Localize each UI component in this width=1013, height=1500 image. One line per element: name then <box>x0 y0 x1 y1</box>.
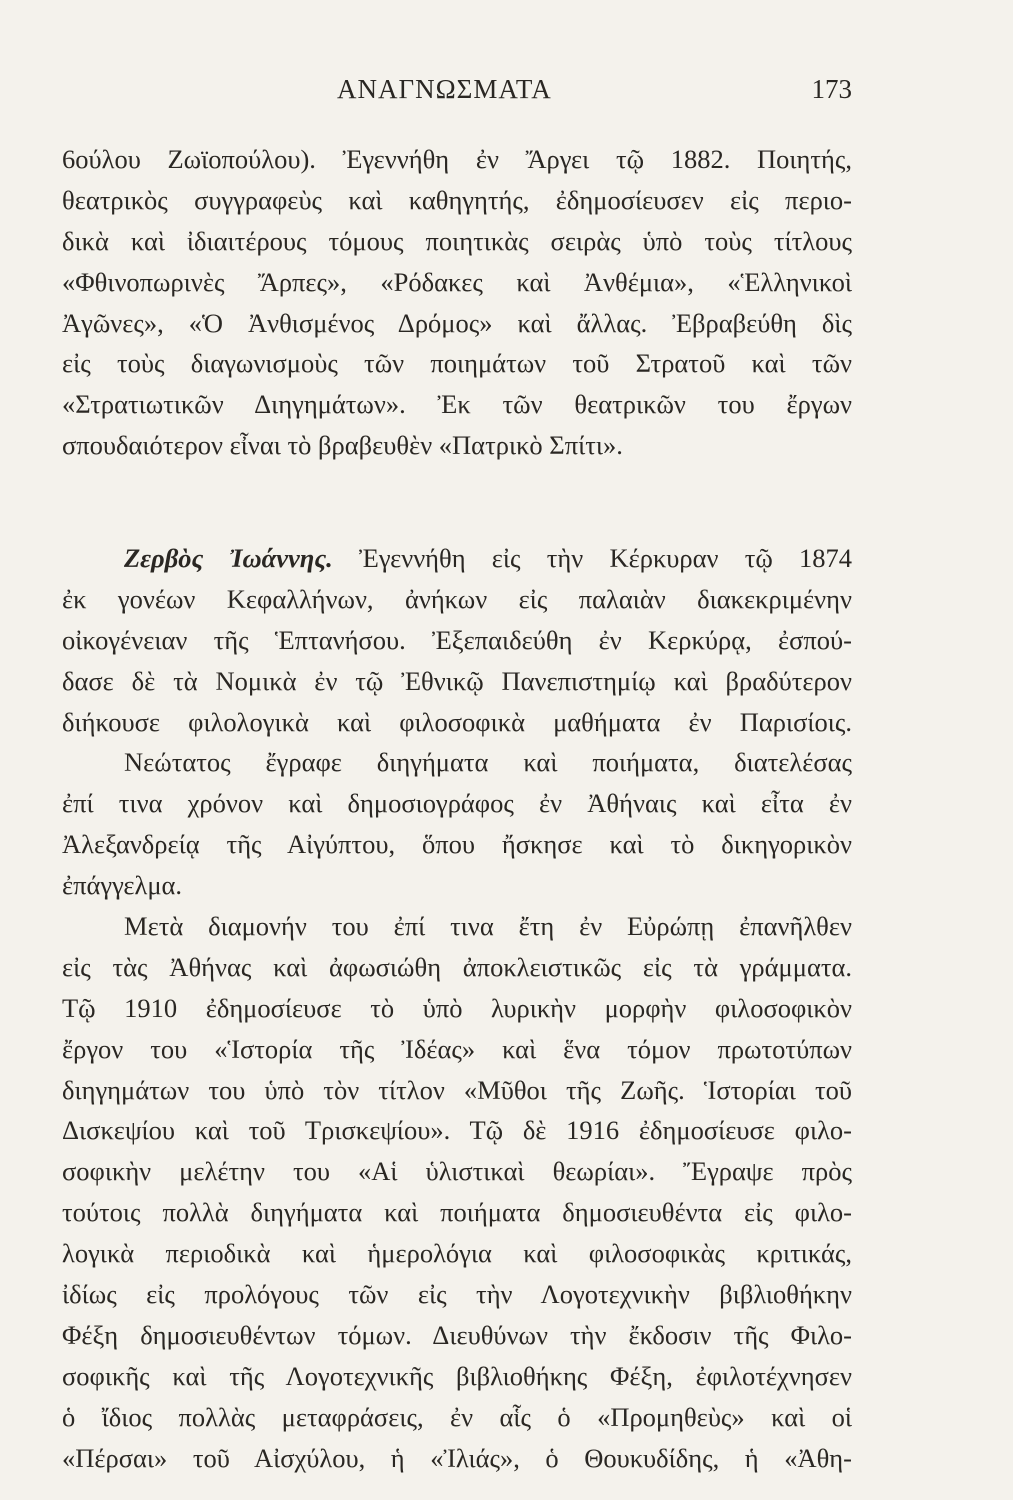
text-line: θεατρικὸς συγγραφεὺς καὶ καθηγητής, ἐδημοσίευσεν εἰς περιο- <box>62 184 852 215</box>
text-line: σπουδαιότερον εἶναι τὸ βραβευθὲν «Πατρικὸ Σπίτι». <box>62 430 623 461</box>
text-line: «Φθινοπωρινὲς Ἄρπες», «Ρόδακες καὶ Ἀνθέμια», «Ἑλληνικοὶ <box>62 266 852 297</box>
entry-first-line <box>62 538 852 579</box>
text-line: Φέξη δημοσιευθέντων τόμων. Διευθύνων τὴν ἔκδοσιν τῆς Φιλο- <box>62 1319 852 1350</box>
text-line: 6ούλου Ζωϊοπούλου). Ἐγεννήθη ἐν Ἄργει τῷ 1882. Ποιητής, <box>62 144 852 174</box>
text-line: εἰς τοὺς διαγωνισμοὺς τῶν ποιημάτων τοῦ Στρατοῦ καὶ τῶν <box>62 348 852 379</box>
paragraph-previous-entry-continuation <box>62 139 852 466</box>
text-line: «Στρατιωτικῶν Διηγημάτων». Ἐκ τῶν θεατρικῶν του ἔργων <box>62 389 852 420</box>
text-line: Ἀλεξανδρείᾳ τῆς Αἰγύπτου, ὅπου ἤσκησε καὶ τὸ δικηγορικὸν <box>62 829 852 860</box>
text-line: σοφικὴν μελέτην του «Αἱ ὑλιστικαὶ θεωρίαι». Ἔγραψε πρὸς <box>62 1156 852 1187</box>
page-number: 173 <box>811 74 852 104</box>
text-line: διηγημάτων του ὑπὸ τὸν τίτλον «Μῦθοι τῆς Ζωῆς. Ἱστορίαι τοῦ <box>62 1074 852 1105</box>
text-line: δικὰ καὶ ἰδιαιτέρους τόμους ποιητικὰς σειρὰς ὑπὸ τοὺς τίτλους <box>62 225 852 256</box>
text-line: Δισκεψίου καὶ τοῦ Τρισκεψίου». Τῷ δὲ 1916 ἐδημοσίευσε φιλο- <box>62 1115 852 1146</box>
text-line: ἔργον του «Ἱστορία τῆς Ἰδέας» καὶ ἕνα τόμον πρωτοτύπων <box>62 1033 852 1064</box>
text-line: Τῷ 1910 ἐδημοσίευσε τὸ ὑπὸ λυρικὴν μορφὴν φιλοσοφικὸν <box>62 992 852 1023</box>
text-line: Μετὰ διαμονήν του ἐπί τινα ἔτη ἐν Εὐρώπῃ ἐπανῆλθεν <box>124 911 852 942</box>
text-line: διήκουσε φιλολογικὰ καὶ φιλοσοφικὰ μαθήματα ἐν Παρισίοις. <box>62 706 852 737</box>
entry-name: Ζερβὸς Ἰωάννης. <box>124 543 333 573</box>
entry-zervos-ioannis <box>62 538 852 1478</box>
text-line: ἰδίως εἰς προλόγους τῶν εἰς τὴν Λογοτεχνικὴν βιβλιοθήκην <box>62 1279 852 1310</box>
text-line: σοφικῆς καὶ τῆς Λογοτεχνικῆς βιβλιοθήκης Φέξη, ἐφιλοτέχνησεν <box>62 1360 852 1391</box>
text-line: ἐπάγγελμα. <box>62 870 183 901</box>
text-line: ἐκ γονέων Κεφαλλήνων, ἀνήκων εἰς παλαιὰν διακεκριμένην <box>62 583 852 614</box>
text-line: εἰς τὰς Ἀθήνας καὶ ἀφωσιώθη ἀποκλειστικῶς εἰς τὰ γράμματα. <box>62 951 852 982</box>
text-line: λογικὰ περιοδικὰ καὶ ἡμερολόγια καὶ φιλοσοφικὰς κριτικάς, <box>62 1238 852 1269</box>
text-line: Ἀγῶνες», «Ὁ Ἀνθισμένος Δρόμος» καὶ ἄλλας. Ἐβραβεύθη δὶς <box>62 307 852 338</box>
text-line: ἐπί τινα χρόνον καὶ δημοσιογράφος ἐν Ἀθήναις καὶ εἶτα ἐν <box>62 788 852 819</box>
text-line: ὁ ἴδιος πολλὰς μεταφράσεις, ἐν αἷς ὁ «Προμηθεὺς» καὶ οἱ <box>62 1401 852 1432</box>
text-line: «Πέρσαι» τοῦ Αἰσχύλου, ἡ «Ἰλιάς», ὁ Θουκυδίδης, ἡ «Ἀθη- <box>62 1442 852 1473</box>
running-head-title: ΑΝΑΓΝΩΣΜΑΤΑ <box>337 74 552 104</box>
entry-first-line-text: Ἐγεννήθη εἰς τὴν Κέρκυραν τῷ 1874 <box>332 543 853 573</box>
text-line: Νεώτατος ἔγραφε διηγήματα καὶ ποιήματα, διατελέσας <box>124 747 852 778</box>
text-line: οἰκογένειαν τῆς Ἑπτανήσου. Ἐξεπαιδεύθη ἐν Κερκύρᾳ, ἐσπού- <box>62 624 852 655</box>
text-line: δασε δὲ τὰ Νομικὰ ἐν τῷ Ἐθνικῷ Πανεπιστημίῳ καὶ βραδύτερον <box>62 665 852 696</box>
running-head <box>62 70 852 110</box>
text-line: τούτοις πολλὰ διηγήματα καὶ ποιήματα δημοσιευθέντα εἰς φιλο- <box>62 1197 852 1228</box>
